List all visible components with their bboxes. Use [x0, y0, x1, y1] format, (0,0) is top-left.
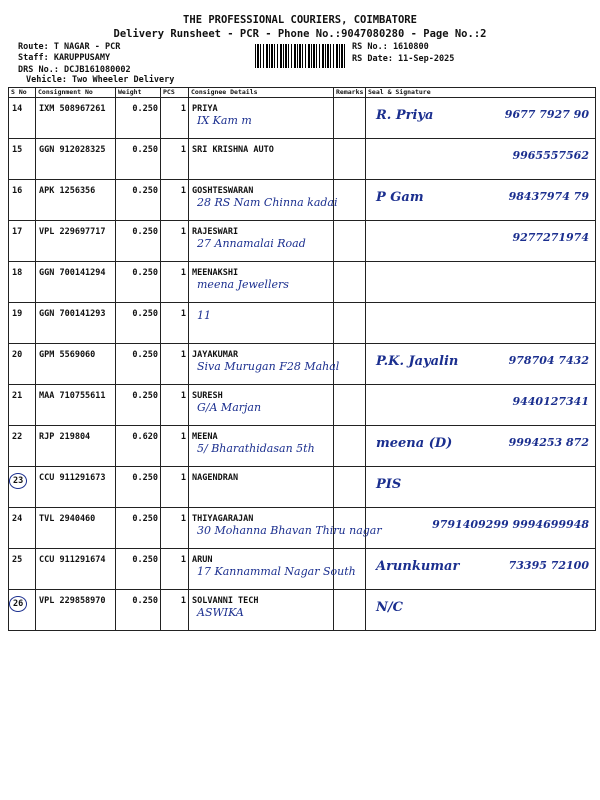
cell-sno: [9, 139, 36, 180]
drs-number: DRS No.: DCJB161080002: [18, 65, 131, 75]
cell-consignment: [36, 385, 116, 426]
cell-weight: [116, 262, 161, 303]
table-row: [9, 344, 596, 385]
cell-pcs: [161, 344, 189, 385]
cell-consignment: [36, 139, 116, 180]
row-consignee-name: RAJESWARI: [192, 227, 239, 237]
cell-signature: [366, 262, 596, 303]
row-weight: 0.250: [132, 391, 158, 401]
cell-pcs: [161, 467, 189, 508]
row-sno: 22: [12, 432, 23, 442]
cell-consignee: [189, 262, 334, 303]
row-weight: 0.620: [132, 432, 158, 442]
cell-remarks: [334, 221, 366, 262]
row-consignee-name: MEENAKSHI: [192, 268, 239, 278]
row-consignment-no: VPL 229697717: [39, 227, 106, 237]
row-handwritten-address: 17 Kannammal Nagar South: [197, 565, 356, 578]
cell-remarks: [334, 426, 366, 467]
cell-pcs: [161, 590, 189, 631]
cell-pcs: [161, 508, 189, 549]
col-header-pcs: PCS: [161, 88, 189, 98]
cell-weight: [116, 98, 161, 139]
rs-date: RS Date: 11-Sep-2025: [352, 54, 455, 64]
row-sno: 21: [12, 391, 23, 401]
table-body: [9, 98, 596, 631]
row-consignment-no: VPL 229858970: [39, 596, 106, 606]
row-weight: 0.250: [132, 186, 158, 196]
row-sno: 24: [12, 514, 23, 524]
row-pcs: 1: [180, 227, 186, 237]
row-phone: 9791409299 9994699948: [432, 518, 589, 531]
row-signature: PIS: [376, 477, 402, 492]
table-row: [9, 426, 596, 467]
cell-sno: [9, 467, 36, 508]
row-phone: 9965557562: [512, 149, 589, 162]
cell-sno: [9, 549, 36, 590]
row-pcs: 1: [180, 104, 186, 114]
row-handwritten-address: Siva Murugan F28 Mahal: [197, 360, 340, 373]
cell-consignee: [189, 426, 334, 467]
row-sno: 14: [12, 104, 23, 114]
cell-consignment: [36, 98, 116, 139]
runsheet-table: [8, 87, 596, 631]
row-consignment-no: RJP 219804: [39, 432, 91, 442]
cell-sno: [9, 180, 36, 221]
cell-remarks: [334, 262, 366, 303]
table-row: [9, 98, 596, 139]
row-phone: 978704 7432: [508, 354, 589, 367]
row-signature: R. Priya: [376, 108, 434, 123]
cell-consignment: [36, 221, 116, 262]
cell-weight: [116, 549, 161, 590]
row-weight: 0.250: [132, 514, 158, 524]
cell-remarks: [334, 180, 366, 221]
cell-consignment: [36, 344, 116, 385]
row-signature: N/C: [376, 600, 403, 615]
row-consignee-name: GOSHTESWARAN: [192, 186, 254, 196]
cell-consignment: [36, 467, 116, 508]
cell-consignee: [189, 508, 382, 549]
row-sno: 16: [12, 186, 23, 196]
row-consignment-no: GGN 700141293: [39, 309, 106, 319]
cell-weight: [116, 426, 161, 467]
cell-signature: [366, 180, 596, 221]
cell-sno: [9, 98, 36, 139]
row-handwritten-address: 27 Annamalai Road: [197, 237, 306, 250]
table-row: [9, 303, 596, 344]
cell-signature: [366, 590, 596, 631]
table-row: [9, 549, 596, 590]
cell-sno: [9, 590, 36, 631]
row-handwritten-address: G/A Marjan: [197, 401, 262, 414]
cell-remarks: [334, 98, 366, 139]
row-handwritten-address: 28 RS Nam Chinna kadai: [197, 196, 338, 209]
cell-signature: [366, 139, 596, 180]
row-pcs: 1: [180, 186, 186, 196]
row-handwritten-address: IX Kam m: [197, 114, 252, 127]
col-header-consignment: Consignment No: [36, 88, 116, 98]
row-weight: 0.250: [132, 227, 158, 237]
cell-signature: [366, 426, 596, 467]
cell-sno: [9, 508, 36, 549]
cell-sno: [9, 385, 36, 426]
row-sno: 20: [12, 350, 23, 360]
cell-consignee: [189, 98, 334, 139]
cell-consignment: [36, 426, 116, 467]
row-sno: 23: [13, 476, 24, 486]
row-signature: Arunkumar: [376, 559, 460, 574]
staff-text: Staff: KARUPPUSAMY: [18, 53, 111, 63]
row-pcs: 1: [180, 555, 186, 565]
table-header-row: [9, 88, 596, 98]
route-text: Route: T NAGAR - PCR: [18, 42, 121, 52]
cell-remarks: [334, 139, 366, 180]
cell-consignment: [36, 303, 116, 344]
row-consignment-no: TVL 2940460: [39, 514, 96, 524]
circle-mark: [9, 596, 27, 612]
row-consignee-name: PRIYA: [192, 104, 218, 114]
row-pcs: 1: [180, 309, 186, 319]
table-row: [9, 139, 596, 180]
cell-remarks: [334, 303, 366, 344]
row-phone: 9994253 872: [508, 436, 589, 449]
cell-consignee: [189, 139, 334, 180]
row-pcs: 1: [180, 514, 186, 524]
barcode-image: [255, 44, 347, 68]
cell-weight: [116, 221, 161, 262]
row-weight: 0.250: [132, 473, 158, 483]
col-header-remarks: Remarks: [334, 88, 366, 98]
row-handwritten-address: 11: [197, 309, 211, 322]
cell-remarks: [334, 467, 366, 508]
cell-consignee: [189, 180, 338, 221]
row-weight: 0.250: [132, 104, 158, 114]
cell-weight: [116, 180, 161, 221]
runsheet-subtitle: Delivery Runsheet - PCR - Phone No.:9047080280 - Page No.:2: [113, 28, 487, 40]
row-phone: 73395 72100: [508, 559, 589, 572]
cell-consignment: [36, 180, 116, 221]
cell-signature: [366, 549, 596, 590]
cell-consignment: [36, 590, 116, 631]
row-pcs: 1: [180, 596, 186, 606]
cell-consignee: [189, 590, 334, 631]
row-phone: 9677 7927 90: [504, 108, 589, 121]
cell-pcs: [161, 139, 189, 180]
row-pcs: 1: [180, 473, 186, 483]
cell-signature: [366, 385, 596, 426]
row-weight: 0.250: [132, 268, 158, 278]
col-header-consignee: Consignee Details: [189, 88, 334, 98]
row-consignee-name: JAYAKUMAR: [192, 350, 239, 360]
row-pcs: 1: [180, 432, 186, 442]
cell-consignee: [189, 467, 334, 508]
row-consignment-no: IXM 508967261: [39, 104, 106, 114]
cell-consignee: [189, 344, 340, 385]
cell-remarks: [334, 590, 366, 631]
row-weight: 0.250: [132, 309, 158, 319]
cell-consignment: [36, 262, 116, 303]
row-consignee-name: NAGENDRAN: [192, 473, 239, 483]
row-consignee-name: ARUN: [192, 555, 213, 565]
col-header-sno: S No: [9, 88, 36, 98]
row-signature: P Gam: [376, 190, 424, 205]
row-handwritten-address: meena Jewellers: [197, 278, 289, 291]
row-phone: 98437974 79: [508, 190, 589, 203]
row-pcs: 1: [180, 391, 186, 401]
row-pcs: 1: [180, 145, 186, 155]
row-consignee-name: THIYAGARAJAN: [192, 514, 254, 524]
cell-signature: [366, 98, 596, 139]
row-consignee-name: SURESH: [192, 391, 223, 401]
vehicle-text: Vehicle: Two Wheeler Delivery: [26, 75, 175, 85]
row-handwritten-address: ASWIKA: [197, 606, 244, 619]
row-phone: 9277271974: [512, 231, 589, 244]
row-signature: P.K. Jayalin: [376, 354, 459, 369]
cell-consignee: [189, 385, 334, 426]
row-phone: 9440127341: [512, 395, 589, 408]
row-sno: 18: [12, 268, 23, 278]
cell-weight: [116, 590, 161, 631]
cell-weight: [116, 385, 161, 426]
row-consignee-name: SRI KRISHNA AUTO: [192, 145, 274, 155]
row-consignment-no: GPM 5569060: [39, 350, 96, 360]
row-sno: 19: [12, 309, 23, 319]
cell-sno: [9, 221, 36, 262]
row-consignment-no: GGN 700141294: [39, 268, 106, 278]
col-header-seal: Seal & Signature: [366, 88, 596, 98]
row-signature: meena (D): [376, 436, 453, 451]
cell-signature: [366, 344, 596, 385]
table-row: [9, 590, 596, 631]
company-title: THE PROFESSIONAL COURIERS, COIMBATORE: [183, 14, 417, 26]
cell-weight: [116, 344, 161, 385]
cell-weight: [116, 303, 161, 344]
cell-remarks: [334, 385, 366, 426]
row-sno: 17: [12, 227, 23, 237]
cell-signature: [366, 508, 596, 549]
cell-pcs: [161, 385, 189, 426]
cell-sno: [9, 344, 36, 385]
cell-sno: [9, 303, 36, 344]
row-weight: 0.250: [132, 350, 158, 360]
cell-pcs: [161, 262, 189, 303]
row-weight: 0.250: [132, 596, 158, 606]
row-weight: 0.250: [132, 145, 158, 155]
cell-weight: [116, 139, 161, 180]
cell-sno: [9, 262, 36, 303]
cell-signature: [366, 221, 596, 262]
row-consignment-no: GGN 912028325: [39, 145, 106, 155]
cell-consignee: [189, 221, 334, 262]
row-consignee-name: SOLVANNI TECH: [192, 596, 259, 606]
row-consignment-no: CCU 911291674: [39, 555, 106, 565]
cell-pcs: [161, 303, 189, 344]
row-handwritten-address: 5/ Bharathidasan 5th: [197, 442, 315, 455]
row-consignment-no: MAA 710755611: [39, 391, 106, 401]
row-consignee-name: MEENA: [192, 432, 218, 442]
row-handwritten-address: 30 Mohanna Bhavan Thiru nagar: [197, 524, 382, 537]
cell-pcs: [161, 98, 189, 139]
table-row: [9, 180, 596, 221]
cell-weight: [116, 467, 161, 508]
col-header-weight: Weight: [116, 88, 161, 98]
cell-pcs: [161, 549, 189, 590]
row-sno: 26: [13, 599, 24, 609]
row-pcs: 1: [180, 268, 186, 278]
table-row: [9, 262, 596, 303]
cell-pcs: [161, 180, 189, 221]
cell-pcs: [161, 426, 189, 467]
cell-signature: [366, 303, 596, 344]
table-row: [9, 385, 596, 426]
cell-sno: [9, 426, 36, 467]
cell-consignment: [36, 508, 116, 549]
table-row: [9, 221, 596, 262]
cell-pcs: [161, 221, 189, 262]
cell-consignee: [189, 549, 356, 590]
row-weight: 0.250: [132, 555, 158, 565]
row-sno: 15: [12, 145, 23, 155]
rs-number: RS No.: 1610800: [352, 42, 429, 52]
table-row: [9, 508, 596, 549]
row-sno: 25: [12, 555, 23, 565]
cell-consignee: [189, 303, 334, 344]
row-consignment-no: APK 1256356: [39, 186, 96, 196]
cell-signature: [366, 467, 596, 508]
circle-mark: [9, 473, 27, 489]
row-pcs: 1: [180, 350, 186, 360]
row-consignment-no: CCU 911291673: [39, 473, 106, 483]
table-row: [9, 467, 596, 508]
cell-consignment: [36, 549, 116, 590]
cell-weight: [116, 508, 161, 549]
